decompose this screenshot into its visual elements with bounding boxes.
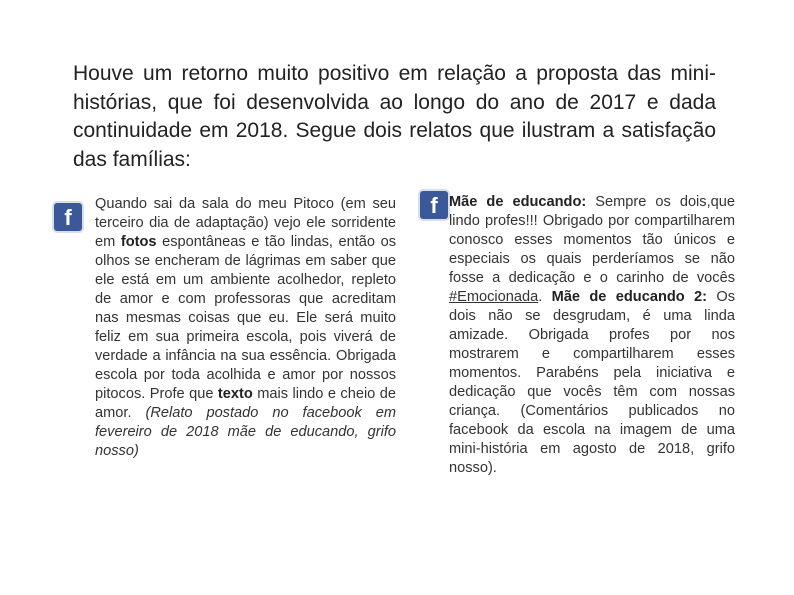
intro-paragraph: Houve um retorno muito positivo em relação a proposta das mini-histórias, que foi desenvolvida ao longo do ano de 2017 e dada continuidade em 2018. Segue dois relatos que ilustram a satisfação das famílias: bbox=[73, 62, 716, 171]
left-testimonial bbox=[95, 195, 396, 461]
right-text-1: Sempre os dois,que lindo profes!!! Obrigado por compartilharem conosco esses momentos tão únicos e especiais os quais perderíamos se não fosse a dedicação e o carinho de vocês bbox=[449, 194, 735, 286]
left-bold-fotos: fotos bbox=[120, 234, 157, 250]
right-testimonial bbox=[449, 193, 735, 478]
facebook-icon: f bbox=[54, 203, 82, 231]
left-text-1: Quando sai da sala do meu Pitoco (em seu terceiro dia de adaptação) vejo ele sorridente em bbox=[95, 196, 396, 250]
left-caption: (Relato postado no facebook em fevereiro de 2018 mãe de educando, grifo nosso) bbox=[95, 405, 396, 459]
right-text-3: Os dois não se desgrudam, é uma linda amizade. Obrigada profes por nos mostrarem e compartilharem esses momentos. Parabéns pela iniciativa e dedicação que vocês têm com nossas criança. (Comentários publicados no facebook da escola na imagem de uma mini-história em agosto de 2018, grifo nosso). bbox=[449, 289, 736, 476]
right-label-2: Mãe de educando 2: bbox=[551, 289, 708, 305]
right-label-1: Mãe de educando: bbox=[449, 194, 587, 210]
left-bold-texto: texto bbox=[217, 386, 253, 402]
right-text-2: . bbox=[538, 289, 552, 305]
hashtag-link[interactable]: #Emocionada bbox=[449, 289, 539, 305]
left-text-3: mais lindo e cheio de amor. bbox=[95, 386, 396, 421]
left-text-2: espontâneas e tão lindas, então os olhos se encheram de lágrimas em saber que ele está em um ambiente acolhedor, repleto de amor e com professoras que acreditam nas mesmas coisas que eu. Ele será muito feliz em sua primeira escola, pois viverá de verdade a infância na sua essência. Obrigada escola por toda acolhida e amor por nossos pitocos. Profe que bbox=[95, 234, 396, 402]
facebook-icon: f bbox=[420, 191, 448, 219]
